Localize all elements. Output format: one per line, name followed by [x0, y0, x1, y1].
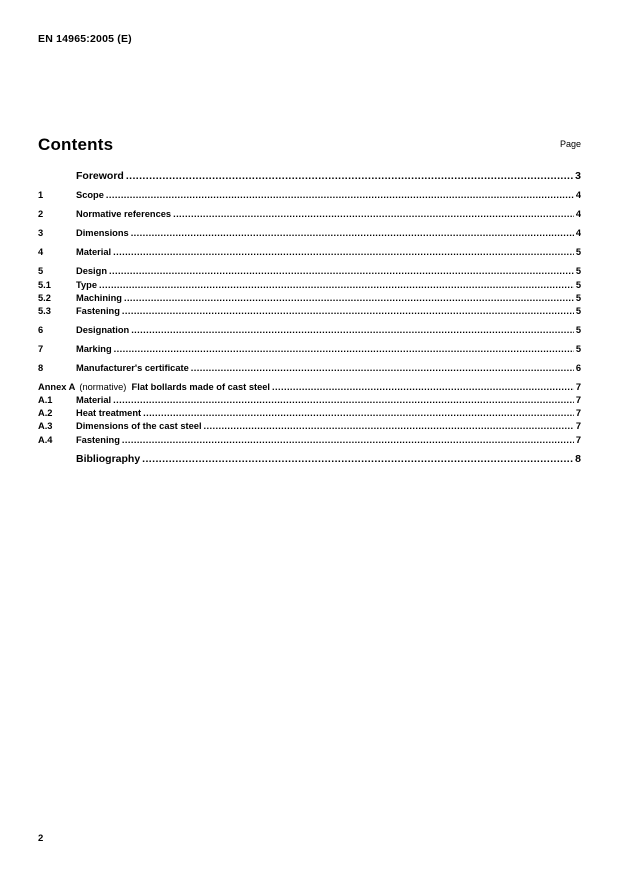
- toc-entry-page: 7: [575, 382, 581, 393]
- toc-leader-dots: [126, 170, 573, 183]
- toc-entry-page: 7: [575, 408, 581, 419]
- toc-entry[interactable]: [38, 246, 581, 259]
- toc-entry-number: 1: [38, 190, 44, 201]
- page-column-label: Page: [559, 139, 581, 149]
- toc-entry-number: 6: [38, 324, 44, 335]
- toc-entry[interactable]: [38, 324, 581, 337]
- toc-entry-label: Marking: [76, 343, 112, 354]
- toc-entry-page: 5: [575, 305, 581, 316]
- toc-entry[interactable]: [38, 279, 581, 292]
- toc-entry-page: 5: [575, 324, 581, 335]
- toc-entry-page: 5: [575, 266, 581, 277]
- toc-leader-dots: [272, 381, 574, 394]
- toc-entry[interactable]: [38, 453, 581, 466]
- toc-entry[interactable]: [38, 189, 581, 202]
- toc-leader-dots: [191, 362, 574, 375]
- toc-entry-label: Designation: [76, 324, 130, 335]
- toc-entry-number: 8: [38, 363, 44, 374]
- toc-entry-number: A.1: [38, 395, 53, 406]
- toc-entry[interactable]: [38, 434, 581, 447]
- toc-entry-page: 8: [575, 452, 581, 465]
- toc-entry-label: Design: [76, 266, 107, 277]
- toc-entry-label: Normative references: [76, 209, 172, 220]
- toc-leader-dots: [131, 227, 574, 240]
- toc-entry-number: A.4: [38, 434, 53, 445]
- toc-entry-number: 4: [38, 247, 44, 258]
- toc-entry-label: Dimensions of the cast steel: [76, 421, 202, 432]
- toc-leader-dots: [122, 434, 574, 447]
- toc-leader-dots: [106, 189, 574, 202]
- toc-leader-dots: [131, 324, 574, 337]
- document-header: EN 14965:2005 (E): [38, 33, 132, 45]
- table-of-contents: [38, 170, 581, 466]
- toc-entry-label: Fastening: [76, 434, 120, 445]
- toc-entry-label: Machining: [76, 292, 122, 303]
- toc-entry[interactable]: [38, 343, 581, 356]
- toc-entry[interactable]: [38, 362, 581, 375]
- toc-entry-number: 2: [38, 209, 44, 220]
- toc-entry-page: 7: [575, 395, 581, 406]
- toc-entry-page: 4: [575, 209, 581, 220]
- toc-entry-page: 5: [575, 279, 581, 290]
- toc-entry-number: 5.2: [38, 292, 51, 303]
- toc-entry-number: 3: [38, 228, 44, 239]
- toc-entry[interactable]: [38, 208, 581, 221]
- toc-leader-dots: [173, 208, 574, 221]
- toc-entry-label: Scope: [76, 190, 104, 201]
- toc-entry-label: Foreword: [76, 170, 124, 182]
- toc-entry[interactable]: [38, 227, 581, 240]
- toc-leader-dots: [113, 246, 574, 259]
- toc-leader-dots: [142, 453, 573, 466]
- toc-entry-page: 7: [575, 434, 581, 445]
- toc-entry[interactable]: [38, 394, 581, 407]
- toc-entry-label: Bibliography: [76, 452, 141, 465]
- page-title: Contents: [38, 135, 114, 154]
- toc-entry-label: Manufacturer's certificate: [76, 363, 189, 374]
- toc-entry-label: Material: [76, 247, 112, 258]
- toc-entry-number: A.3: [38, 421, 53, 432]
- toc-entry-number: 5.1: [38, 279, 51, 290]
- toc-entry-page: 4: [575, 190, 581, 201]
- toc-entry-title: Flat bollards made of cast steel: [126, 382, 271, 393]
- toc-entry-label: Type: [76, 279, 98, 290]
- toc-entry[interactable]: [38, 305, 581, 318]
- toc-entry[interactable]: [38, 292, 581, 305]
- toc-entry-page: 3: [575, 170, 581, 182]
- toc-leader-dots: [113, 394, 574, 407]
- toc-entry[interactable]: [38, 265, 581, 278]
- toc-entry[interactable]: [38, 170, 581, 183]
- toc-leader-dots: [124, 292, 574, 305]
- toc-entry-label: Dimensions: [76, 228, 129, 239]
- toc-entry-number: Annex A: [38, 382, 76, 393]
- toc-leader-dots: [114, 343, 574, 356]
- toc-entry[interactable]: [38, 420, 581, 433]
- toc-entry-number: 5: [38, 266, 44, 277]
- toc-leader-dots: [99, 279, 574, 292]
- toc-entry-number: 7: [38, 343, 44, 354]
- toc-entry-number: A.2: [38, 408, 53, 419]
- toc-entry-label: [79, 381, 272, 394]
- footer-page-number: 2: [38, 833, 44, 844]
- toc-leader-dots: [204, 420, 574, 433]
- toc-entry-page: 5: [575, 292, 581, 303]
- toc-entry-page: 4: [575, 228, 581, 239]
- toc-entry-number: 5.3: [38, 305, 51, 316]
- toc-entry-label: Heat treatment: [76, 408, 142, 419]
- toc-entry[interactable]: [38, 407, 581, 420]
- toc-entry-page: 5: [575, 343, 581, 354]
- toc-leader-dots: [122, 305, 574, 318]
- toc-entry[interactable]: [38, 381, 581, 394]
- toc-entry-label: Fastening: [76, 305, 120, 316]
- toc-entry-page: 7: [575, 421, 581, 432]
- toc-entry-page: 5: [575, 247, 581, 258]
- toc-entry-qualifier: (normative): [79, 382, 127, 393]
- toc-entry-page: 6: [575, 363, 581, 374]
- toc-leader-dots: [143, 407, 574, 420]
- toc-leader-dots: [109, 265, 574, 278]
- toc-entry-label: Material: [76, 395, 112, 406]
